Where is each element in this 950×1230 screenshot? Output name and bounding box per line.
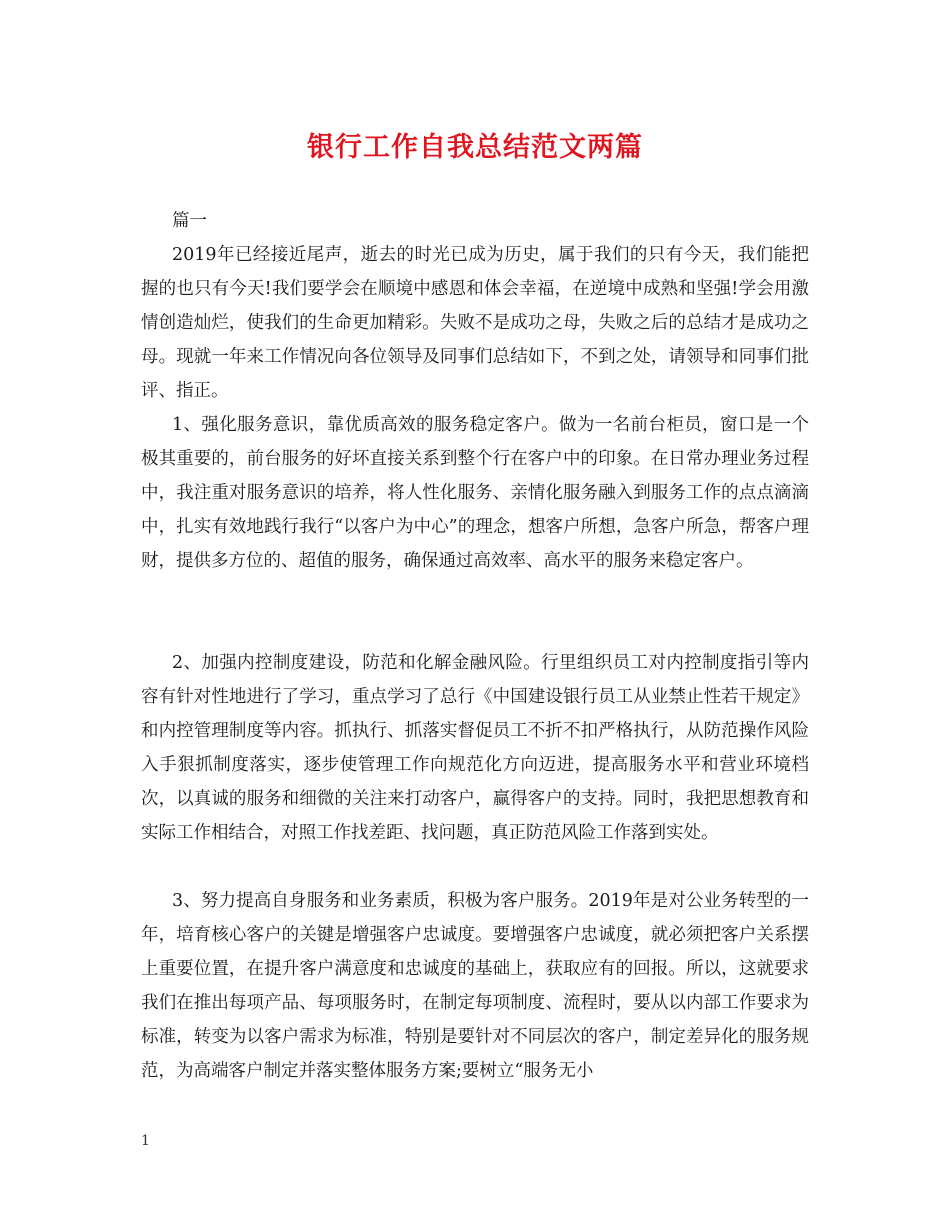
paragraph-2: 2、加强内控制度建设，防范和化解金融风险。行里组织员工对内控制度指引等内容有针对性地进行了学习，重点学习了总行《中国建设银行员工从业禁止性若干规定》和内控管理制度等内容。抓执行、抓落实督促员工不折不扣严格执行，从防范操作风险入手狠抓制度落实，逐步使管理工作向规范化方向迈进，提高服务水平和营业环境档次，以真诚的服务和细微的关注来打动客户，赢得客户的支持。同时，我把思想教育和实际工作相结合，对照工作找差距、找问题，真正防范风险工作落到实处。 [141,653,809,843]
document-title: 银行工作自我总结范文两篇 [307,132,643,163]
document-body [141,204,809,1122]
paragraph-intro: 2019年已经接近尾声，逝去的时光已成为历史，属于我们的只有今天，我们能把握的也只有今天!我们要学会在顺境中感恩和体会幸福，在逆境中成熟和坚强!学会用激情创造灿烂，使我们的生命更加精彩。失败不是成功之母，失败之后的总结才是成功之母。现就一年来工作情况向各位领导及同事们总结如下，不到之处，请领导和同事们批评、指正。 [141,245,809,401]
page-number: 1 [141,1133,150,1149]
section-label: 篇一 [172,211,207,231]
paragraph-1: 1、强化服务意识，靠优质高效的服务稳定客户。做为一名前台柜员，窗口是一个极其重要的，前台服务的好坏直接关系到整个行在客户中的印象。在日常办理业务过程中，我注重对服务意识的培养，将人性化服务、亲情化服务融入到服务工作的点点滴滴中，扎实有效地践行我行“以客户为中心”的理念，想客户所想，急客户所急，帮客户理财，提供多方位的、超值的服务，确保通过高效率、高水平的服务来稳定客户。 [141,415,809,571]
paragraph-3: 3、努力提高自身服务和业务素质，积极为客户服务。2019年是对公业务转型的一年，培育核心客户的关键是增强客户忠诚度。要增强客户忠诚度，就必须把客户关系摆上重要位置，在提升客户满意度和忠诚度的基础上，获取应有的回报。所以，这就要求我们在推出每项产品、每项服务时，在制定每项制度、流程时，要从以内部工作要求为标准，转变为以客户需求为标准，特别是要针对不同层次的客户，制定差异化的服务规范，为高端客户制定并落实整体服务方案;要树立“服务无小 [141,891,809,1081]
